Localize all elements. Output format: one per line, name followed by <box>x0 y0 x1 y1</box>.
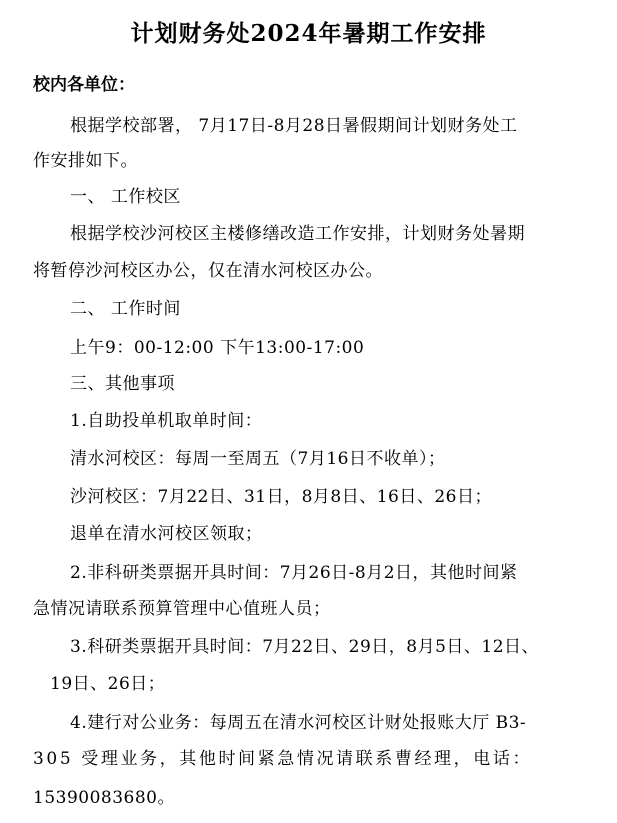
phone-number: 15390083680。 <box>33 788 175 808</box>
list-item-continuation: 急情况请联系预算管理中心值班人员； <box>33 599 331 619</box>
list-item: 2.非科研类票据开具时间：7月26日-8月2日，其他时间紧 <box>70 563 518 583</box>
list-item: 4.建行对公业务：每周五在清水河校区计财处报账大厅 B3- <box>70 713 527 733</box>
paragraph-line: 根据学校沙河校区主楼修缮改造工作安排，计划财务处暑期 <box>70 224 525 244</box>
paragraph-line: 将暂停沙河校区办公，仅在清水河校区办公。 <box>33 261 383 281</box>
paragraph-line: 作安排如下。 <box>33 151 138 171</box>
list-item-detail: 沙河校区：7月22日、31日，8月8日、16日、26日； <box>70 487 492 507</box>
salutation: 校内各单位： <box>33 75 135 95</box>
list-item-continuation: 19日、26日； <box>50 674 166 694</box>
section-heading-other: 三、其他事项 <box>70 374 175 394</box>
paragraph-line: 根据学校部署， 7月17日-8月28日暑假期间计划财务处工 <box>70 116 518 136</box>
section-heading-hours: 二、 工作时间 <box>70 299 181 319</box>
list-item: 1.自助投单机取单时间： <box>70 411 263 431</box>
list-item-detail: 退单在清水河校区领取； <box>70 524 263 544</box>
list-item-continuation: 305 受理业务，其他时间紧急情况请联系曹经理，电话： <box>33 749 533 769</box>
section-heading-campus: 一、 工作校区 <box>70 187 181 207</box>
list-item-detail: 清水河校区：每周一至周五（7月16日不收单）； <box>70 449 446 469</box>
document-title: 计划财务处2024年暑期工作安排 <box>130 20 487 47</box>
working-hours: 上午9：00-12:00 下午13:00-17:00 <box>70 338 365 358</box>
list-item: 3.科研类票据开具时间：7月22日、29日，8月5日、12日、 <box>70 637 540 657</box>
